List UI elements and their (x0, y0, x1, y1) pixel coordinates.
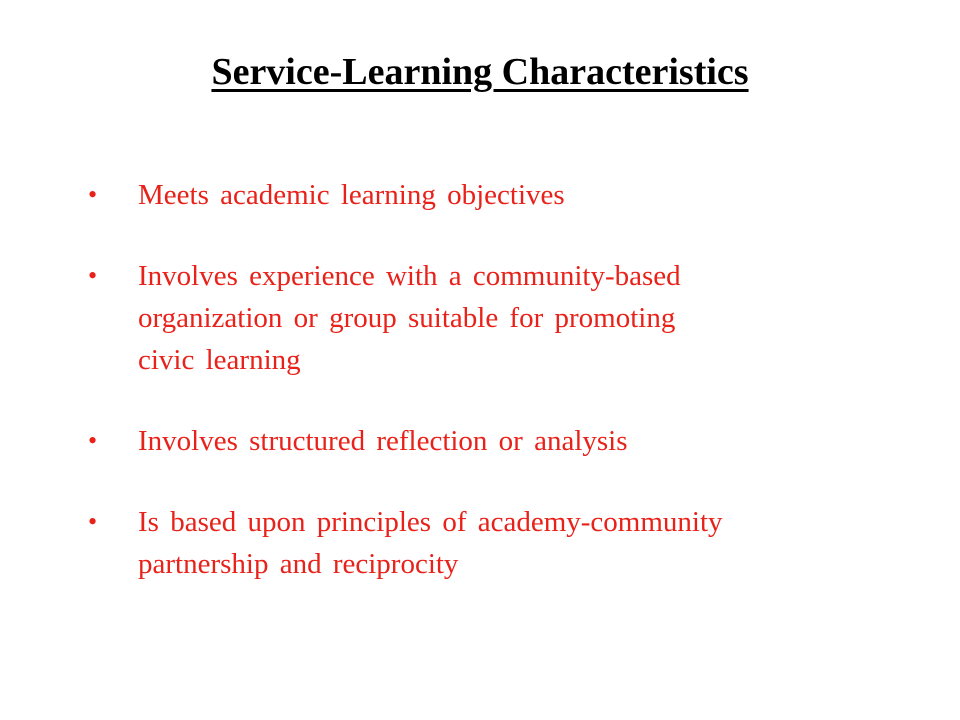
bullet-line: Involves experience with a community-based (138, 260, 681, 292)
bullet-item (88, 420, 888, 462)
bullet-line: Involves structured reflection or analysis (138, 425, 628, 457)
bullet-dot-icon: • (88, 261, 98, 290)
bullet-line: Meets academic learning objectives (138, 179, 565, 211)
bullet-list (88, 174, 888, 624)
bullet-item (88, 174, 888, 216)
bullet-line: partnership and reciprocity (138, 548, 459, 580)
slide-title: Service-Learning Characteristics (211, 51, 749, 93)
bullet-item (88, 501, 888, 585)
bullet-dot-icon: • (88, 507, 98, 536)
bullet-line: Is based upon principles of academy-community (138, 506, 723, 538)
bullet-line: organization or group suitable for promoting (138, 302, 676, 334)
bullet-item (88, 255, 888, 381)
bullet-dot-icon: • (88, 426, 98, 455)
bullet-dot-icon: • (88, 180, 98, 209)
bullet-line: civic learning (138, 344, 301, 376)
